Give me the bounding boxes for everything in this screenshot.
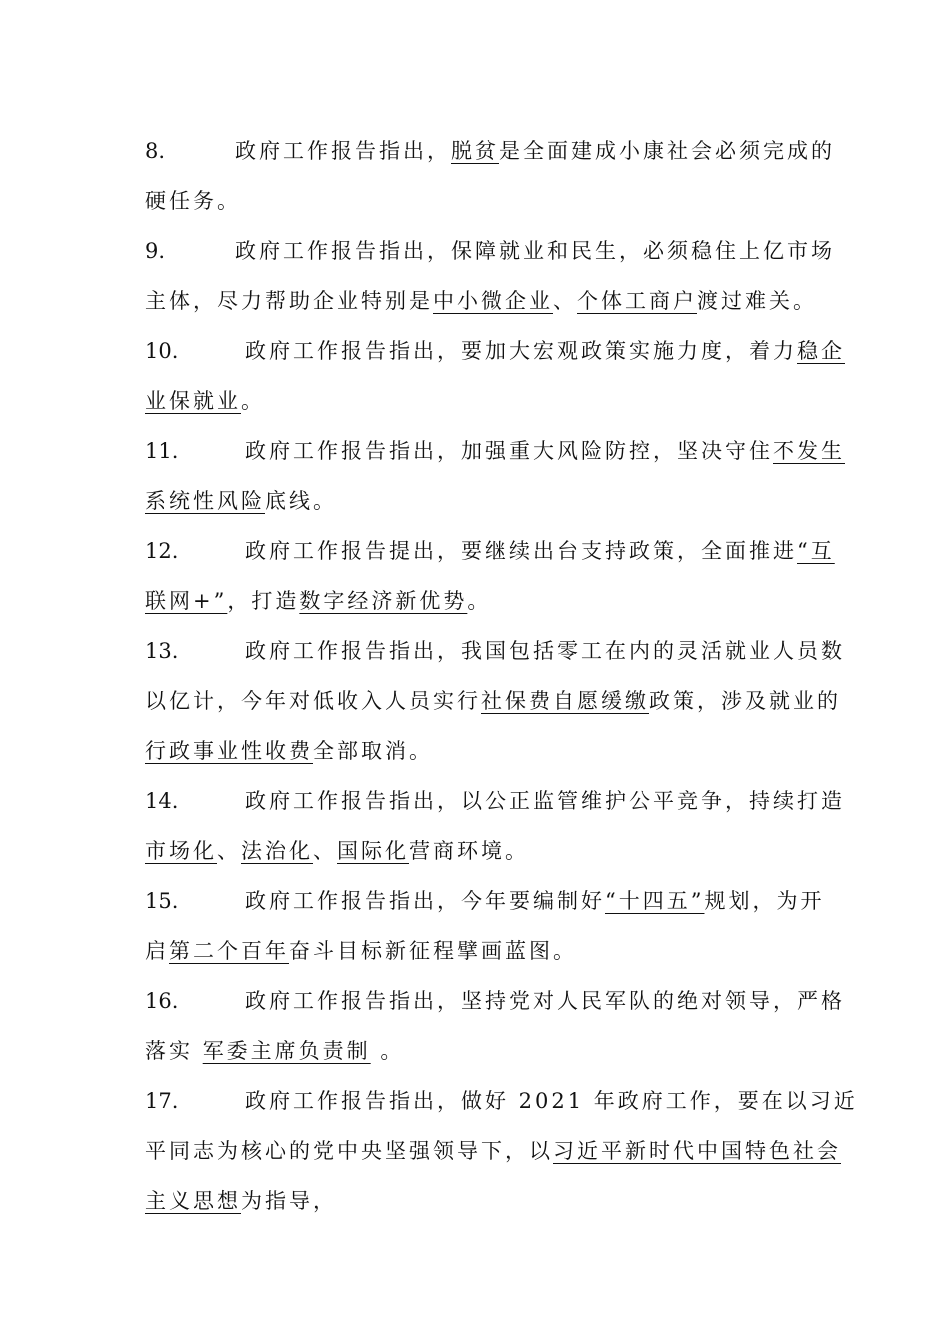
text-segment: 政府工作报告指出，今年要编制好 <box>245 889 605 913</box>
answer-underlined: 联网+” <box>145 589 228 613</box>
answer-underlined: 系统性风险 <box>145 489 265 513</box>
text-segment: 、 <box>313 839 337 863</box>
list-item <box>145 876 825 976</box>
item-number: 13. <box>145 639 179 663</box>
text-segment: ，打造 <box>227 589 300 613</box>
text-segment: 启 <box>145 939 169 963</box>
text-segment: 政府工作报告指出，以公正监管维护公平竞争，持续打造 <box>245 789 845 813</box>
text-segment: 。 <box>467 589 492 613</box>
text-segment: 政府工作报告指出， <box>235 139 451 163</box>
text-segment: 。 <box>370 1039 405 1063</box>
text-segment: 政府工作报告指出，我国包括零工在内的灵活就业人员数 <box>245 639 845 663</box>
text-segment: 平同志为核心的党中央坚强领导下，以 <box>145 1139 553 1163</box>
list-item <box>145 1076 858 1226</box>
list-item <box>145 226 835 326</box>
text-segment: 硬任务。 <box>145 189 241 213</box>
answer-underlined: 习近平新时代中国特色社会 <box>553 1139 841 1163</box>
list-item <box>145 976 845 1076</box>
answer-underlined: 国际化 <box>337 839 409 863</box>
answer-underlined: 第二个百年 <box>169 939 289 963</box>
text-line <box>145 126 835 176</box>
text-line <box>145 926 805 976</box>
item-number: 17. <box>145 1089 179 1113</box>
answer-underlined: 脱贫 <box>451 139 499 163</box>
item-number: 16. <box>145 989 179 1013</box>
text-line <box>145 226 835 276</box>
text-segment: 政策，涉及就业的 <box>649 689 841 713</box>
text-segment: 全部取消。 <box>313 739 433 763</box>
text-segment: 、 <box>553 289 577 313</box>
text-line <box>145 476 805 526</box>
text-line <box>145 376 805 426</box>
answer-underlined: 行政事业性收费 <box>145 739 313 763</box>
text-segment: 政府工作报告提出，要继续出台支持政策，全面推进 <box>245 539 797 563</box>
text-segment: 为指导， <box>241 1189 337 1213</box>
text-segment: 底线。 <box>265 489 337 513</box>
text-line <box>145 776 845 826</box>
answer-underlined: 数字经济新优势 <box>299 589 468 613</box>
text-line <box>145 1176 805 1226</box>
answer-underlined: “互 <box>797 539 835 563</box>
list-item <box>145 326 845 426</box>
text-line <box>145 1126 841 1176</box>
list-item <box>145 626 845 776</box>
answer-underlined: 军委主席负责制 <box>202 1039 371 1063</box>
answer-underlined: 个体工商户 <box>577 289 697 313</box>
text-line <box>145 1076 858 1126</box>
item-number: 10. <box>145 339 179 363</box>
text-line <box>145 526 835 576</box>
text-segment: 渡过难关。 <box>697 289 817 313</box>
text-segment: 。 <box>241 389 265 413</box>
text-segment: 落实 <box>145 1039 203 1063</box>
text-segment: 政府工作报告指出，要加大宏观政策实施力度，着力 <box>245 339 797 363</box>
answer-underlined: 中小微企业 <box>433 289 553 313</box>
item-number: 14. <box>145 789 179 813</box>
text-line <box>145 326 845 376</box>
answer-underlined: 业保就业 <box>145 389 241 413</box>
answer-underlined: 稳企 <box>797 339 845 363</box>
text-line <box>145 976 845 1026</box>
text-line <box>145 1026 805 1076</box>
text-segment: 政府工作报告指出，坚持党对人民军队的绝对领导，严格 <box>245 989 845 1013</box>
text-segment: 奋斗目标新征程擘画蓝图。 <box>289 939 577 963</box>
text-line <box>145 426 845 476</box>
text-line <box>145 626 845 676</box>
item-number: 12. <box>145 539 179 563</box>
list-item <box>145 126 835 226</box>
text-line <box>145 276 817 326</box>
text-line <box>145 726 805 776</box>
text-segment: 是全面建成小康社会必须完成的 <box>499 139 835 163</box>
item-number: 15. <box>145 889 179 913</box>
text-segment: 主体，尽力帮助企业特别是 <box>145 289 433 313</box>
text-segment: 营商环境。 <box>409 839 529 863</box>
text-segment: 以亿计，今年对低收入人员实行 <box>145 689 481 713</box>
answer-underlined: 主义思想 <box>145 1189 241 1213</box>
item-number: 8. <box>145 139 166 163</box>
text-segment: 规划，为开 <box>704 889 825 913</box>
list-item <box>145 426 845 526</box>
text-segment: 政府工作报告指出，加强重大风险防控，坚决守住 <box>245 439 773 463</box>
answer-underlined: “十四五” <box>605 889 705 913</box>
text-line <box>145 676 841 726</box>
item-number: 9. <box>145 239 166 263</box>
text-segment: 、 <box>217 839 241 863</box>
text-line <box>145 876 825 926</box>
list-item <box>145 526 835 626</box>
text-segment: 政府工作报告指出，保障就业和民生，必须稳住上亿市场 <box>235 239 835 263</box>
text-line <box>145 576 805 626</box>
text-line <box>145 826 805 876</box>
answer-underlined: 法治化 <box>241 839 313 863</box>
text-line <box>145 176 805 226</box>
text-segment: 政府工作报告指出，做好 2021 年政府工作，要在以习近 <box>245 1089 858 1113</box>
item-number: 11. <box>145 439 179 463</box>
answer-underlined: 市场化 <box>145 839 217 863</box>
answer-underlined: 不发生 <box>773 439 845 463</box>
list-item <box>145 776 845 876</box>
answer-underlined: 社保费自愿缓缴 <box>481 689 649 713</box>
